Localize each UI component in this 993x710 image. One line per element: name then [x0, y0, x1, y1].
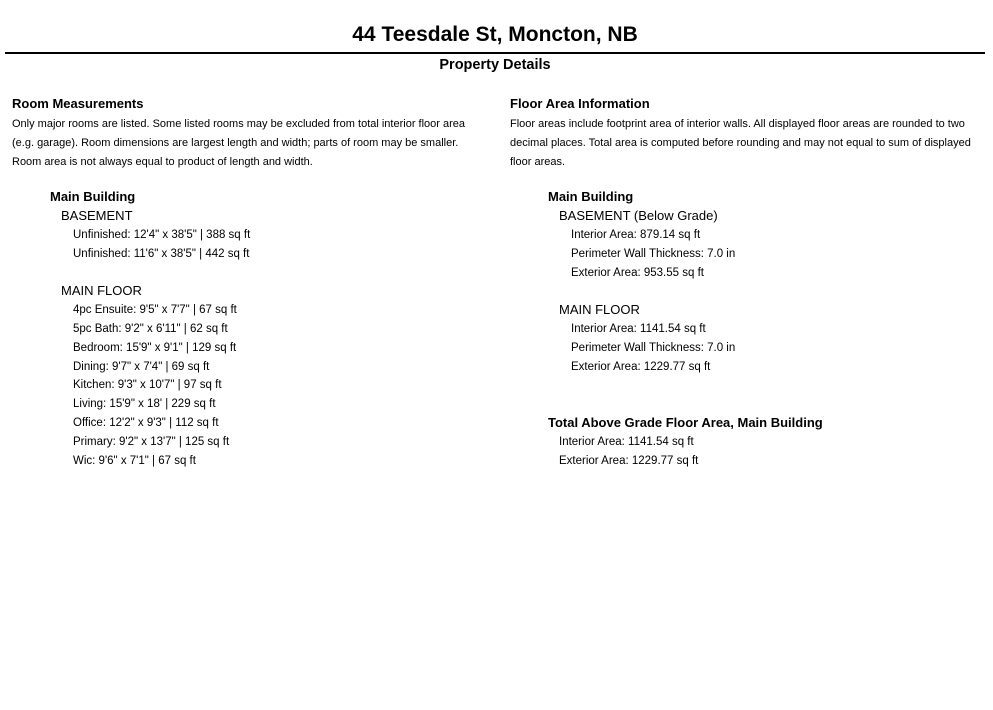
room-entry: Unfinished: 12'4" x 38'5" | 388 sq ft: [73, 229, 251, 241]
floor-area-entry: Perimeter Wall Thickness: 7.0 in: [571, 247, 736, 260]
total-floor-area-entry: Exterior Area: 1229.77 sq ft: [559, 455, 699, 468]
floor-area-section: [510, 95, 990, 172]
floor-area-entry: Exterior Area: 953.55 sq ft: [571, 266, 704, 279]
room-building-name: Main Building: [50, 189, 136, 204]
floor-area-entry: Interior Area: 879.14 sq ft: [571, 229, 701, 241]
floor-level-basement: BASEMENT (Below Grade): [559, 208, 718, 223]
floor-level-main-floor: MAIN FLOOR: [559, 301, 640, 317]
room-entry: Kitchen: 9'3" x 10'7" | 97 sq ft: [73, 379, 222, 392]
room-level-basement: BASEMENT: [61, 208, 133, 223]
page-subtitle: Property Details: [439, 57, 551, 73]
room-entry: Wic: 9'6" x 7'1" | 67 sq ft: [73, 455, 196, 468]
room-entry: Living: 15'9" x 18' | 229 sq ft: [73, 398, 216, 411]
floor-area-heading: Floor Area Information: [510, 96, 650, 111]
floor-area-entry: Perimeter Wall Thickness: 7.0 in: [571, 341, 736, 354]
room-level-main-floor: MAIN FLOOR: [61, 282, 142, 298]
room-entry: Bedroom: 15'9" x 9'1" | 129 sq ft: [73, 341, 237, 354]
room-entry: Dining: 9'7" x 7'4" | 69 sq ft: [73, 360, 210, 373]
room-entry: Primary: 9'2" x 13'7" | 125 sq ft: [73, 436, 230, 449]
room-entry: 5pc Bath: 9'2" x 6'11" | 62 sq ft: [73, 322, 228, 335]
room-measurements-heading: Room Measurements: [12, 96, 144, 111]
room-entry: Unfinished: 11'6" x 38'5" | 442 sq ft: [73, 247, 250, 260]
room-entry: Office: 12'2" x 9'3" | 112 sq ft: [73, 417, 219, 430]
floor-area-list: [548, 188, 978, 471]
room-measurements-list: [50, 188, 470, 471]
room-measurements-section: [12, 95, 490, 172]
room-entry: 4pc Ensuite: 9'5" x 7'7" | 67 sq ft: [73, 303, 237, 316]
total-floor-area-heading: Total Above Grade Floor Area, Main Building: [548, 415, 823, 431]
floor-area-building-name: Main Building: [548, 189, 634, 204]
floor-area-description: Floor areas include footprint area of interior walls. All displayed floor areas are rounded to two decimal places. Total area is computed before rounding and may not equal to sum of displayed floor areas.: [510, 118, 971, 168]
total-floor-area-entry: Interior Area: 1141.54 sq ft: [559, 436, 694, 449]
floor-area-entry: Interior Area: 1141.54 sq ft: [571, 322, 706, 335]
floor-area-entry: Exterior Area: 1229.77 sq ft: [571, 360, 711, 373]
room-measurements-description: Only major rooms are listed. Some listed rooms may be excluded from total interior floor area (e.g. garage). Room dimensions are largest length and width; parts of room may be smaller. Room area is not always equal to product of length and width.: [12, 118, 466, 168]
page-title: 44 Teesdale St, Moncton, NB: [352, 23, 638, 46]
title-divider: [5, 52, 985, 54]
